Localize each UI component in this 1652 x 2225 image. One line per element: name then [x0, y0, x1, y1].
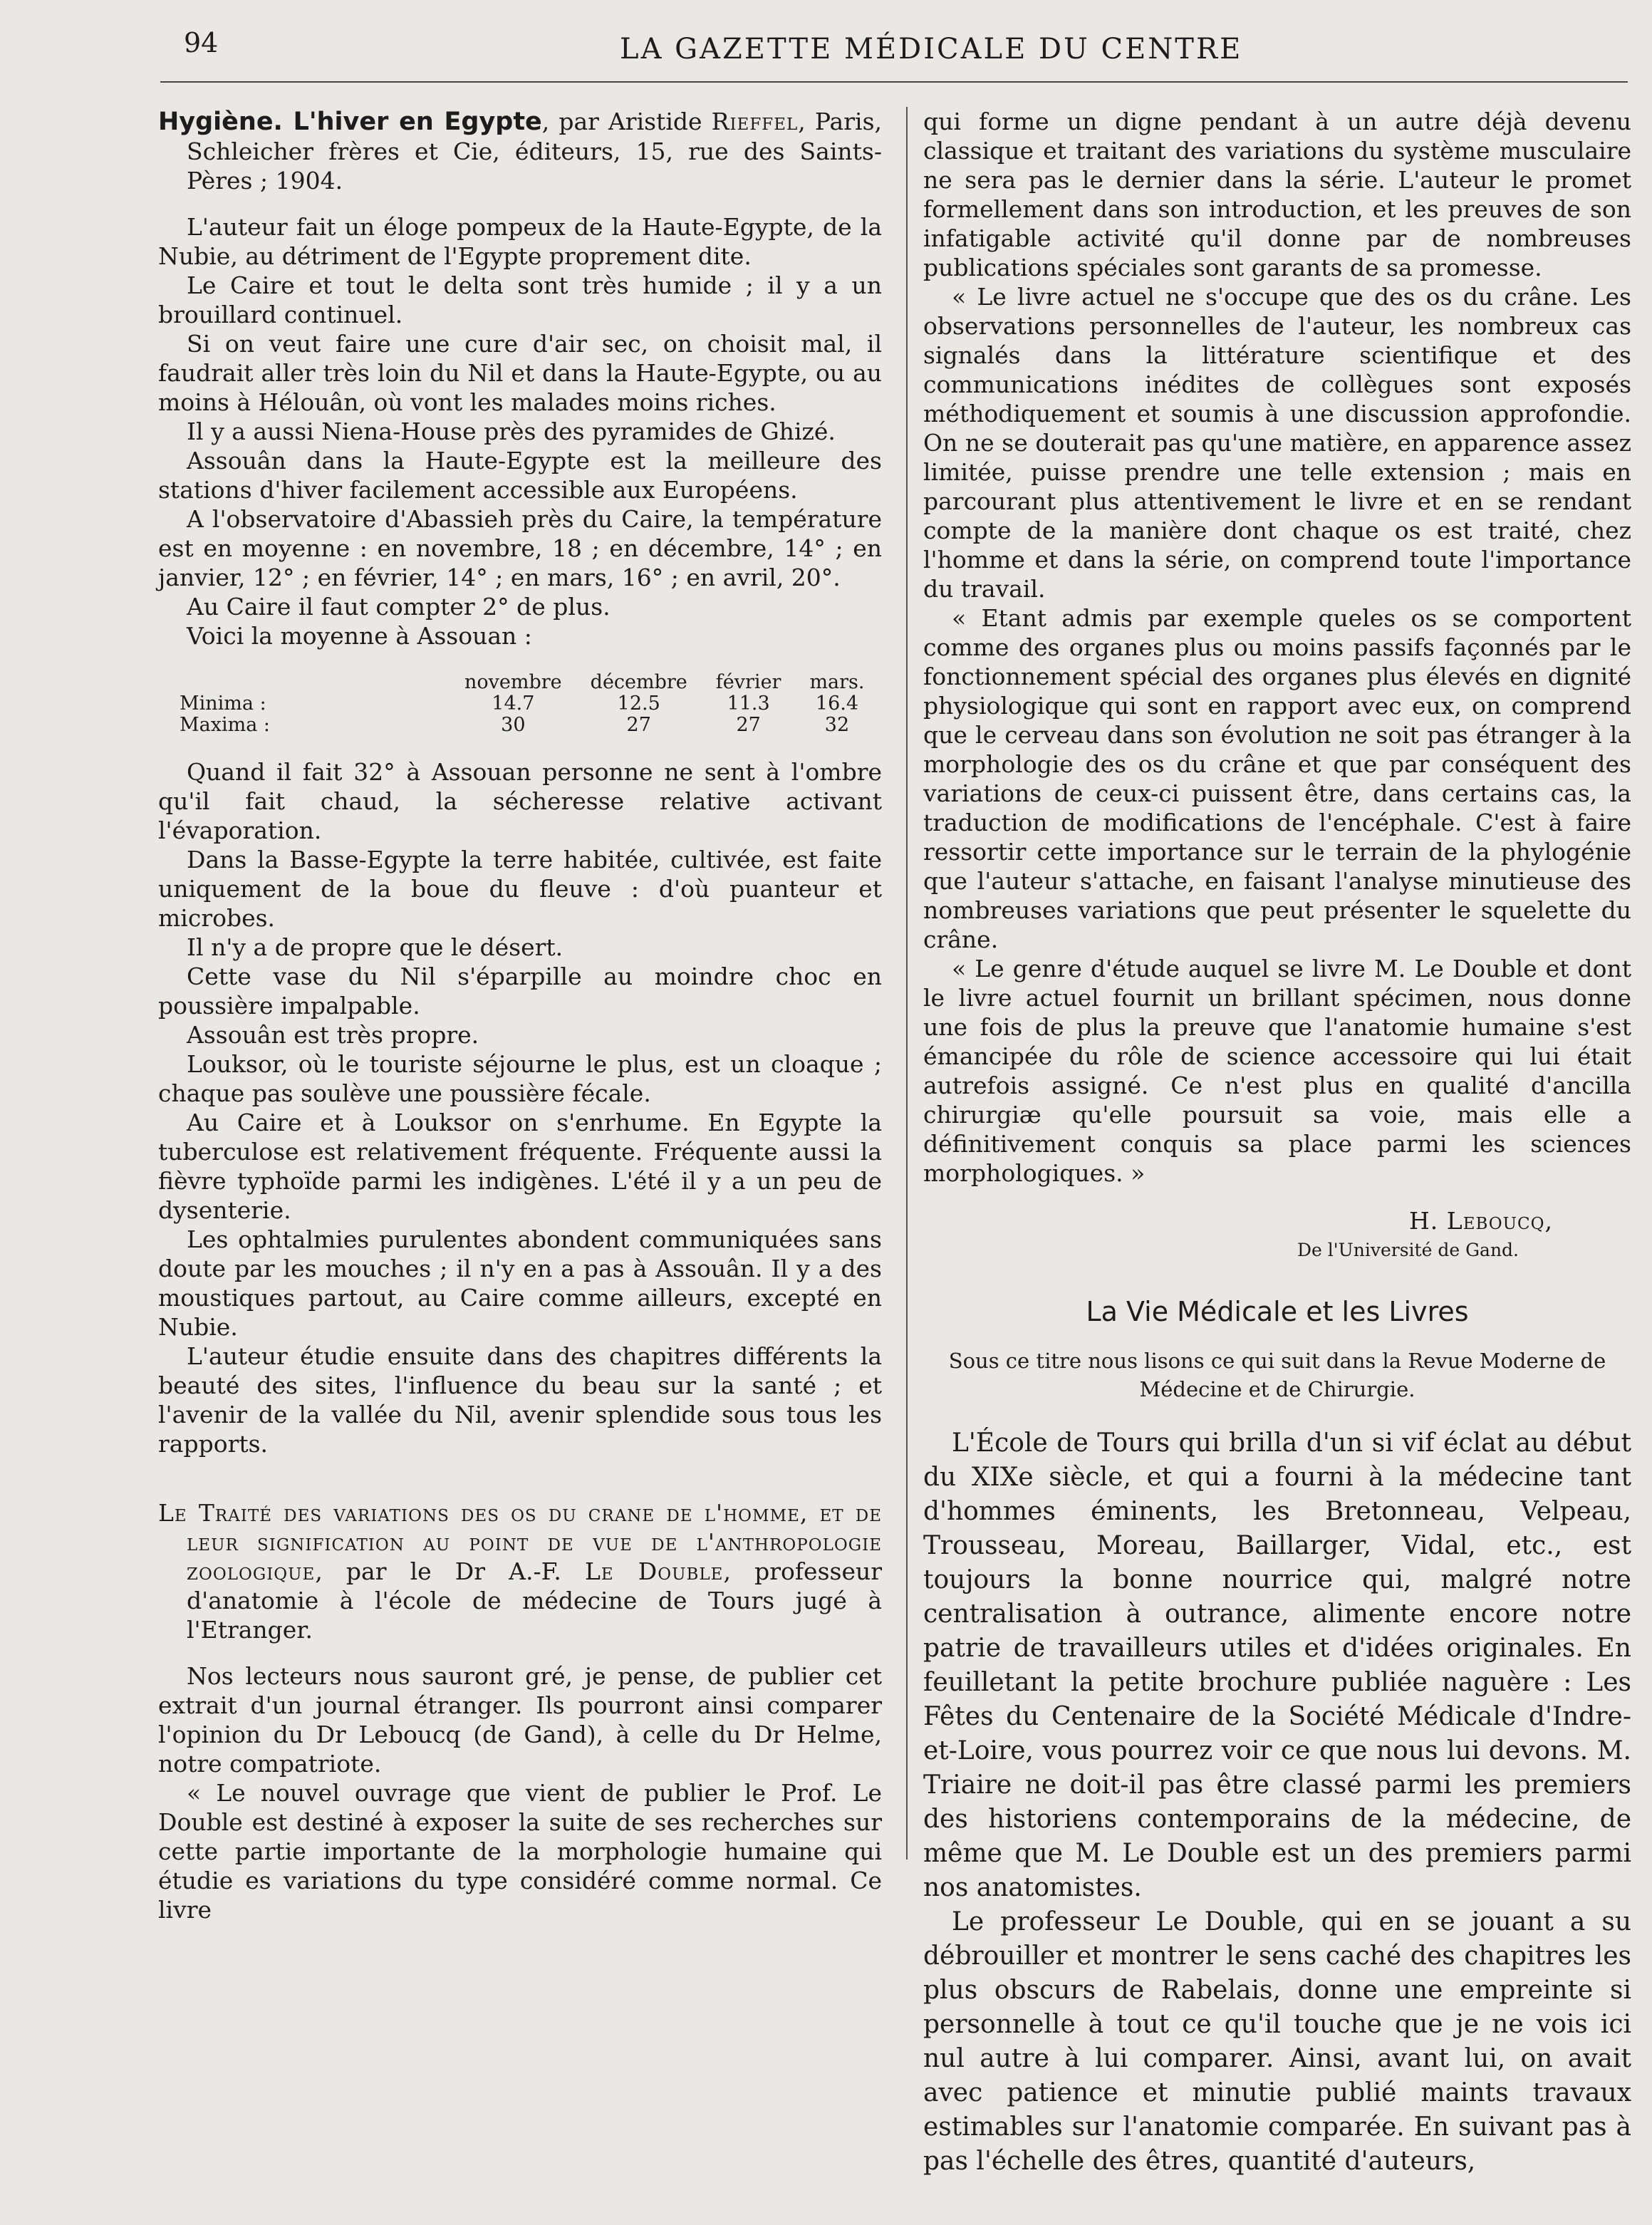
review1-paragraph: Quand il fait 32° à Assouan personne ne sent à l'ombre qu'il fait chaud, la sécheresse relative activant l'évaporation. — [158, 758, 882, 844]
table-cell: 27 — [736, 714, 761, 736]
review2-author: Le Double — [584, 1557, 724, 1585]
table-col-header: novembre — [464, 671, 562, 693]
review1-paragraph: Louksor, où le touriste séjourne le plus, est un cloaque ; chaque pas soulève une poussière fécale. — [158, 1050, 882, 1107]
continuation-paragraph: qui forme un digne pendant à un autre déjà devenu classique et traitant des variations du système musculaire ne sera pas le dernier dans la série. L'auteur le promet formellement dans son introduction, et les preuves de son infatigable activité qu'il donne par de nombreuses publications spéciales sont garants de sa promesse. — [923, 108, 1631, 281]
running-title: LA GAZETTE MÉDICALE DU CENTRE — [620, 33, 1243, 66]
signature-affiliation: De l'Université de Gand. — [1297, 1240, 1519, 1260]
table-cell: 12.5 — [617, 693, 660, 715]
continuation-paragraph: « Le genre d'étude auquel se livre M. Le Double et dont le livre actuel fournit un brillant spécimen, nous donne une fois de plus la preuve que l'anatomie humaine s'est émancipée du rôle de science accessoire qui lui était autrefois assigné. Ce n'est plus en qualité d'ancilla chirurgiæ qu'elle poursuit sa voie, mais elle a définitivement conquis sa place parmi les sciences morphologiques. » — [923, 955, 1631, 1187]
review1-paragraph: Cette vase du Nil s'éparpille au moindre choc en poussière impalpable. — [158, 963, 882, 1020]
right-column — [923, 107, 1631, 2179]
review2-byline-a: , par le Dr A.-F. — [315, 1557, 585, 1585]
review1-paragraph: Si on veut faire une cure d'air sec, on choisit mal, il faudrait aller très loin du Nil et dans la Haute-Egypte, ou au moins à Hélouân, où vont les malades moins riches. — [158, 330, 882, 416]
review1-citation-b: , Paris, Schleicher frères et Cie, éditeurs, 15, rue des Saints-Pères ; 1904. — [187, 108, 882, 195]
review1-paragraph: Assouân est très propre. — [187, 1021, 479, 1049]
review1-paragraph: L'auteur étudie ensuite dans des chapitres différents la beauté des sites, l'influence du beau sur la santé ; et l'avenir de la vallée du Nil, avenir splendide sous tous les rapports. — [158, 1342, 882, 1458]
review1-paragraph: Le Caire et tout le delta sont très humide ; il y a un brouillard continuel. — [158, 271, 882, 328]
review1-heading — [158, 107, 882, 195]
header-rule — [160, 81, 1628, 83]
section-paragraph: L'École de Tours qui brilla d'un si vif éclat au début du XIXe siècle, et qui a fourni à la médecine tant d'hommes éminents, les Bretonneau, Velpeau, Trousseau, Moreau, Baillarger, Vidal, etc., est toujours la bonne nourrice qui, malgré notre centralisation à outrance, alimente encore notre patrie de travailleurs utiles et d'idées originales. En feuilletant la petite brochure publiée naguère : Les Fêtes du Centenaire de la Société Médicale d'Indre-et-Loire, vous pourrez voir ce que nous lui devons. M. Triaire ne doit-il pas être classé parmi les premiers des historiens contemporains de la médecine, de même que M. Le Double est un des premiers parmi nos anatomistes. — [923, 1428, 1631, 1902]
review2-byline-b: , professeur d'anatomie à l'école de médecine de Tours jugé à l'Etranger. — [187, 1557, 883, 1644]
review1-paragraph: Voici la moyenne à Assouan : — [187, 622, 532, 650]
left-column — [158, 107, 882, 1924]
table-cell: 11.3 — [727, 693, 770, 715]
review2-heading — [158, 1498, 882, 1644]
table-col-header: décembre — [590, 671, 687, 693]
section-title: La Vie Médicale et les Livres — [1086, 1296, 1469, 1327]
review2-paragraph: Nos lecteurs nous sauront gré, je pense, de publier cet extrait d'un journal étranger. Ils pourront ainsi comparer l'opinion du Dr Leboucq (de Gand), à celle du Dr Helme, notre compatriote. — [158, 1662, 882, 1778]
table-cell: 30 — [501, 714, 526, 736]
review1-paragraph: Dans la Basse-Egypte la terre habitée, cultivée, est faite uniquement de la boue du fleuve : d'où puanteur et microbes. — [158, 846, 882, 932]
table-corner — [172, 672, 450, 693]
table-row — [172, 715, 879, 736]
review1-paragraph: Il n'y a de propre que le désert. — [187, 933, 563, 961]
signature-name: H. Leboucq, — [1409, 1207, 1553, 1235]
section-paragraph: Le professeur Le Double, qui en se jouant a su débrouiller et montrer le sens caché des chapitres les plus obscurs de Rabelais, donne une empreinte si personnelle à tout ce qu'il touche que je ne vois ici nul autre à lui comparer. Ainsi, avant lui, on avait avec patience et minutie publié maints travaux estimables sur l'anatomie comparée. En suivant pas à pas l'échelle des êtres, quantité d'auteurs, — [923, 1907, 1631, 2176]
table-row — [172, 693, 879, 715]
review1-paragraph: Au Caire et à Louksor on s'enrhume. En Egypte la tuberculose est relativement fréquente. Fréquente aussi la fièvre typhoïde parmi les indigènes. L'été il y a un peu de dysenterie. — [158, 1109, 882, 1224]
review1-paragraph: Au Caire il faut compter 2° de plus. — [187, 593, 611, 621]
table-col-header: février — [715, 671, 781, 693]
column-rule — [906, 107, 908, 1860]
page-number: 94 — [184, 27, 219, 58]
table-cell: 14.7 — [492, 693, 535, 715]
table-header-row — [172, 672, 879, 693]
table-row-label: Minima : — [180, 693, 266, 715]
table-cell: 27 — [626, 714, 651, 736]
review1-paragraph: Il y a aussi Niena-House près des pyramides de Ghizé. — [187, 417, 836, 445]
continuation-paragraph: « Etant admis par exemple queles os se comportent comme des organes plus ou moins passifs façonnés par le fonctionnement spécial des organes plus élevés en dignité physiologique qui sont en rapport avec eux, on comprend que le cerveau dans son évolution ne soit pas étranger à la morphologie des os du crâne et que par conséquent des variations de ceux-ci puissent être, dans certains cas, la traduction de modifications de l'encéphale. C'est à faire ressortir cette importance sur le terrain de la phylogénie que l'auteur s'attache, en faisant l'analyse minutieuse des nombreuses variations que peut présenter le squelette du crâne. — [923, 604, 1631, 953]
review1-paragraph: A l'observatoire d'Abassieh près du Caire, la température est en moyenne : en novembre, 18 ; en décembre, 14° ; en janvier, 12° ; en février, 14° ; en mars, 16° ; en avril, 20°. — [158, 505, 882, 591]
review1-paragraph: Les ophtalmies purulentes abondent communiquées sans doute par les mouches ; il n'y en a pas à Assouân. Il y a des moustiques partout, au Caire comme ailleurs, excepté en Nubie. — [158, 1225, 882, 1341]
table-col-header: mars. — [809, 671, 865, 693]
review1-citation-a: , par Aristide — [541, 108, 712, 135]
continuation-paragraph: « Le livre actuel ne s'occupe que des os du crâne. Les observations personnelles de l'auteur, les nombreux cas signalés dans la littérature scientifique et des communications inédites de collègues sont exposés méthodiquement et soumis à une discussion approfondie. On ne se douterait pas qu'une matière, en apparence assez limitée, puisse prendre une telle extension ; mais en parcourant plus attentivement le livre et en se rendant compte de la manière dont chaque os est traité, chez l'homme et dans la série, on comprend toute l'importance du travail. — [923, 283, 1631, 603]
review1-topic: Hygiène. L'hiver en Egypte — [158, 108, 542, 136]
table-cell: 16.4 — [815, 693, 859, 715]
review1-author: Rieffel — [711, 108, 799, 135]
section-intro: Sous ce titre nous lisons ce qui suit dans la Revue Moderne de Médecine et de Chirurgie. — [948, 1349, 1606, 1401]
temperature-table — [172, 672, 879, 736]
table-row-label: Maxima : — [180, 714, 270, 736]
review1-paragraph: L'auteur fait un éloge pompeux de la Haute-Egypte, de la Nubie, au détriment de l'Egypte proprement dite. — [158, 213, 882, 270]
review2-title: Le Traité des variations des os du crane de l'homme, et de leur signification au point de vue de l'anthropologie zoologique — [158, 1499, 882, 1585]
review2-paragraph: « Le nouvel ouvrage que vient de publier le Prof. Le Double est destiné à exposer la suite de ses recherches sur cette partie importante de la morphologie humaine qui étudie es variations du type considéré comme normal. Ce livre — [158, 1779, 882, 1924]
table-cell: 32 — [824, 714, 850, 736]
signature — [923, 1206, 1631, 1265]
review1-paragraph: Assouân dans la Haute-Egypte est la meilleure des stations d'hiver facilement accessible aux Européens. — [158, 447, 882, 504]
